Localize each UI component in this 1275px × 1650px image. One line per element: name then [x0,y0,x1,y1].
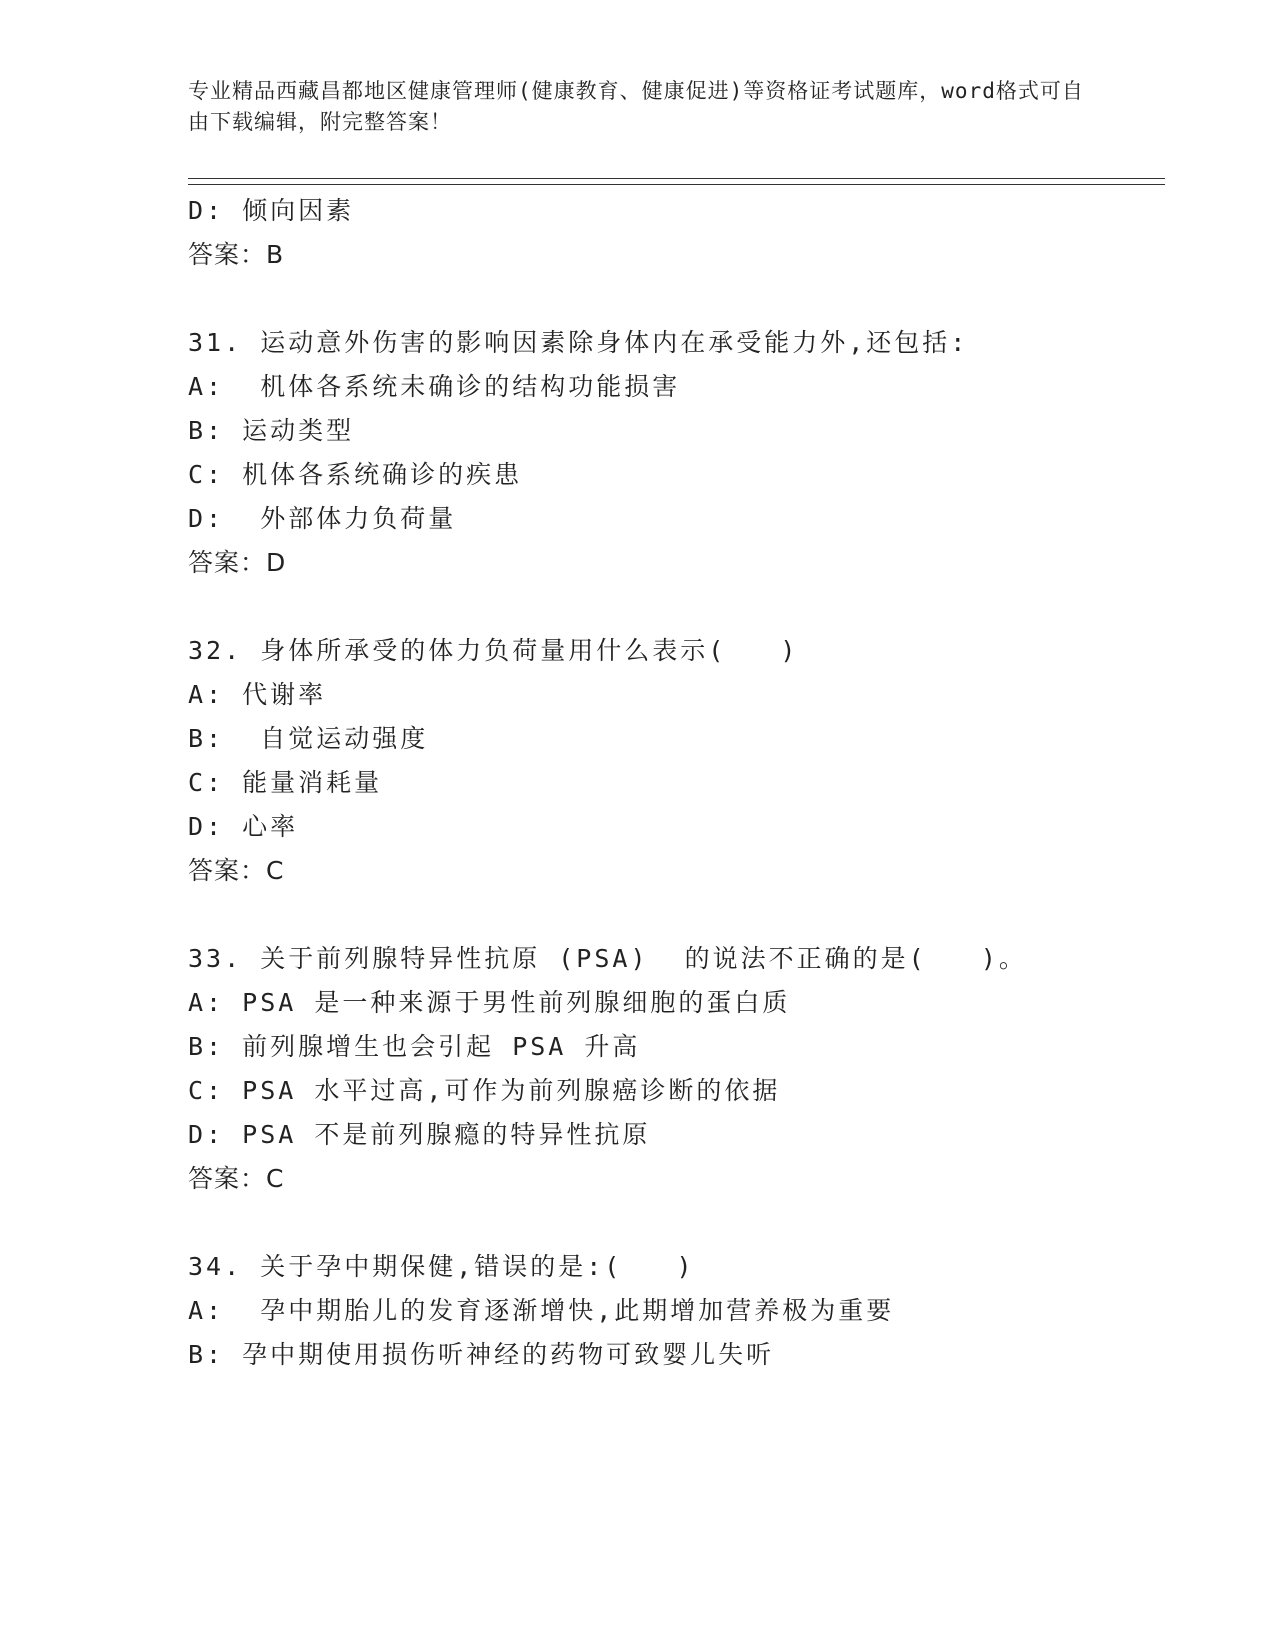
option-a-q31: A: 机体各系统未确诊的结构功能损害 [188,372,681,401]
option-c-q33: C: PSA 水平过高,可作为前列腺癌诊断的依据 [188,1076,781,1105]
answer-q33: 答案：C [188,1164,285,1193]
answer-q30: 答案：B [188,240,285,269]
option-a-q34: A: 孕中期胎儿的发育逐渐增快,此期增加营养极为重要 [188,1296,895,1325]
header-divider [188,178,1165,185]
option-b-q33: B: 前列腺增生也会引起 PSA 升高 [188,1032,641,1061]
option-b-q31: B: 运动类型 [188,416,355,445]
option-c-q32: C: 能量消耗量 [188,768,383,797]
option-c-q31: C: 机体各系统确诊的疾患 [188,460,523,489]
option-d-q30: D: 倾向因素 [188,196,355,225]
option-a-q33: A: PSA 是一种来源于男性前列腺细胞的蛋白质 [188,988,791,1017]
option-b-q34: B: 孕中期使用损伤听神经的药物可致婴儿失听 [188,1340,775,1369]
question-31: 31. 运动意外伤害的影响因素除身体内在承受能力外,还包括: [188,328,969,357]
answer-q31: 答案：D [188,548,287,577]
answer-q32: 答案：C [188,856,285,885]
option-d-q33: D: PSA 不是前列腺瘾的特异性抗原 [188,1120,651,1149]
option-a-q32: A: 代谢率 [188,680,327,709]
question-34: 34. 关于孕中期保健,错误的是:( ) [188,1252,695,1281]
option-d-q32: D: 心率 [188,812,299,841]
question-32: 32. 身体所承受的体力负荷量用什么表示( ) [188,636,799,665]
document-header: 专业精品西藏昌都地区健康管理师(健康教育、健康促进)等资格证考试题库，word格式可自由下载编辑，附完整答案！ [188,79,1084,134]
option-b-q32: B: 自觉运动强度 [188,724,429,753]
question-33: 33. 关于前列腺特异性抗原 (PSA) 的说法不正确的是( )。 [188,944,1027,973]
option-d-q31: D: 外部体力负荷量 [188,504,457,533]
